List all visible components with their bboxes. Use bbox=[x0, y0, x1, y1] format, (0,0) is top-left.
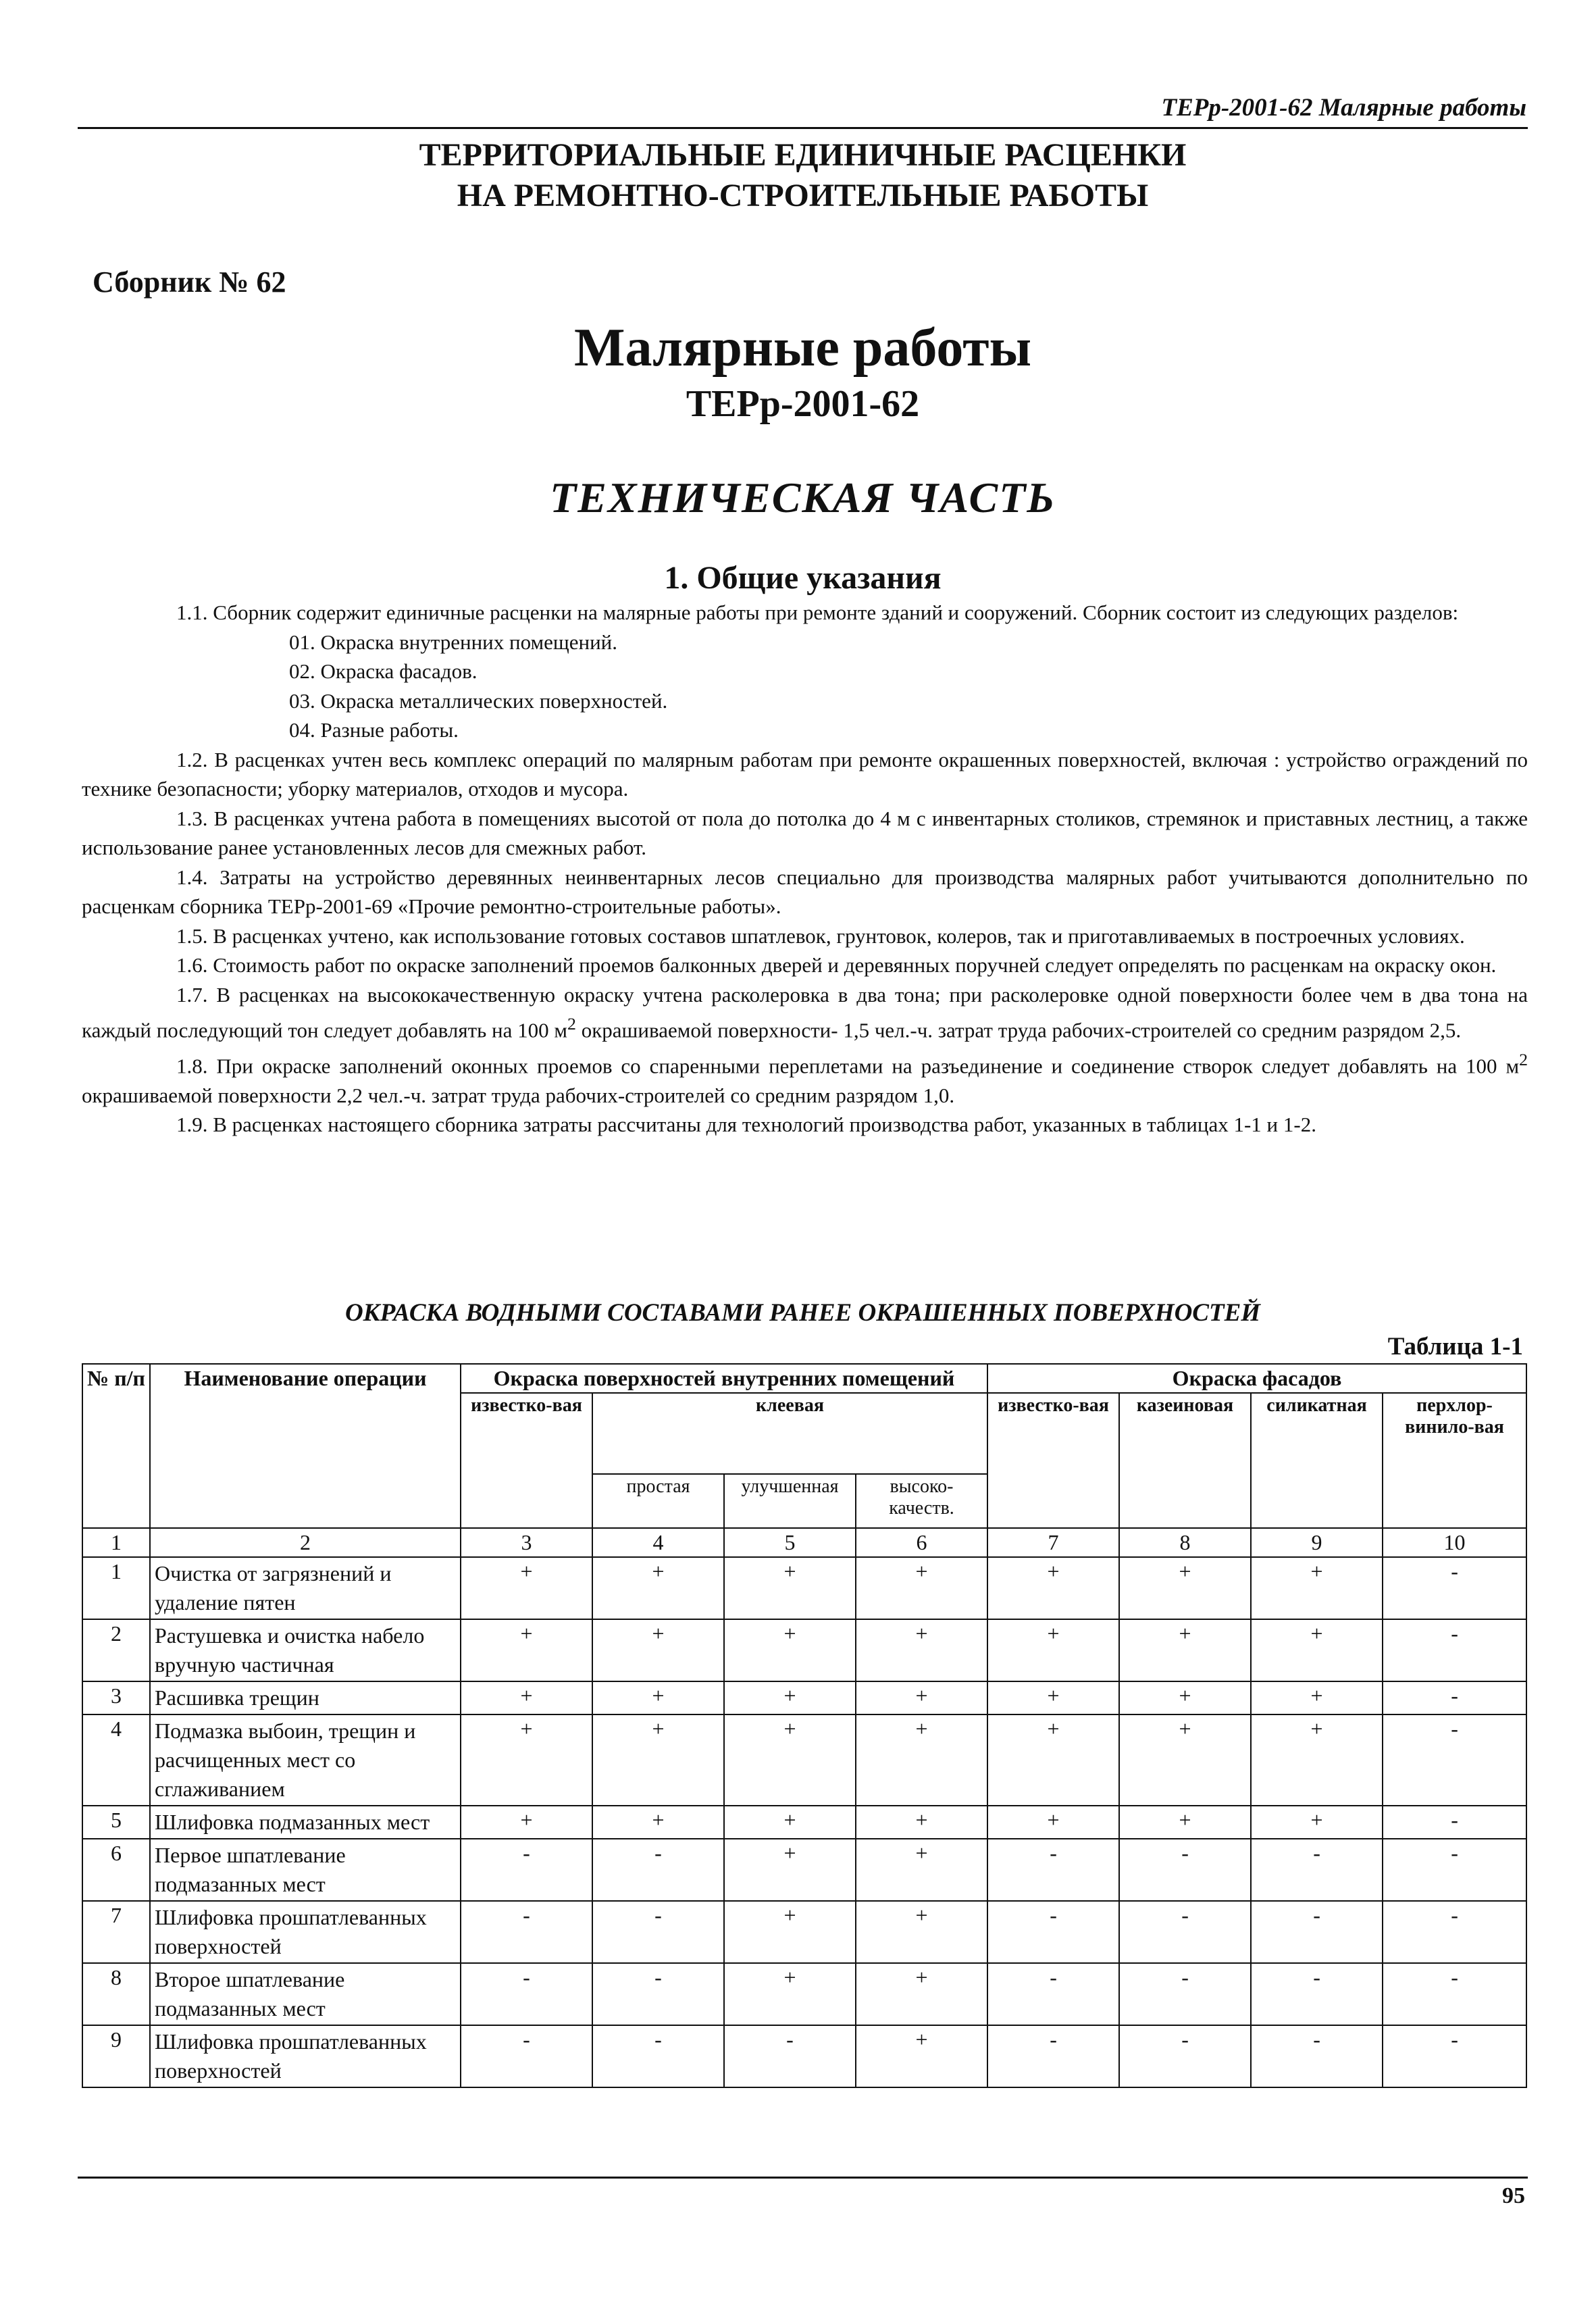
table-row bbox=[82, 2025, 1526, 2087]
applicability-cell: - bbox=[1119, 1901, 1251, 1963]
column-number: 3 bbox=[461, 1528, 592, 1557]
operation-name: Расшивка трещин bbox=[150, 1681, 461, 1714]
row-number: 7 bbox=[82, 1901, 150, 1963]
body-text bbox=[82, 598, 1528, 1140]
column-number: 2 bbox=[150, 1528, 461, 1557]
applicability-cell: + bbox=[724, 1714, 856, 1806]
applicability-cell: - bbox=[1251, 1901, 1383, 1963]
table-row bbox=[82, 1806, 1526, 1839]
row-number: 1 bbox=[82, 1557, 150, 1619]
header-lime-facade: известко-вая bbox=[987, 1393, 1119, 1528]
applicability-cell: + bbox=[461, 1619, 592, 1681]
header-improved: улучшенная bbox=[724, 1474, 856, 1528]
paragraph-1-5: 1.5. В расценках учтено, как использование готовых составов шпатлевок, грунтовок, колеров, так и приготавливаемых в построечных условиях. bbox=[176, 923, 1465, 948]
applicability-cell: + bbox=[592, 1681, 724, 1714]
paragraph-1-8-text: 1.8. При окраске заполнений оконных проемов со спаренными переплетами на разъединение и соединение створок следует добавлять на 100 м bbox=[176, 1054, 1520, 1078]
header-perchlorovinyl: перхлор-винило-вая bbox=[1383, 1393, 1526, 1528]
table-row bbox=[82, 1963, 1526, 2025]
applicability-cell: + bbox=[1251, 1714, 1383, 1806]
table-row bbox=[82, 1714, 1526, 1806]
column-number: 5 bbox=[724, 1528, 856, 1557]
header-rule bbox=[78, 127, 1528, 129]
paragraph-1-3: 1.3. В расценках учтена работа в помещениях высотой от пола до потолка до 4 м с инвентарных столиков, стремянок и приставных лестниц, а также использование ранее установленных лесов для смежных работ. bbox=[82, 806, 1528, 859]
applicability-cell: + bbox=[461, 1806, 592, 1839]
list-item: 02. Окраска фасадов. bbox=[289, 659, 478, 683]
table-row bbox=[82, 1557, 1526, 1619]
applicability-cell: + bbox=[1119, 1806, 1251, 1839]
applicability-cell: + bbox=[724, 1901, 856, 1963]
applicability-cell: + bbox=[1119, 1557, 1251, 1619]
paragraph-1-6: 1.6. Стоимость работ по окраске заполнений проемов балконных дверей и деревянных поручней следует определять по расценкам на окраску окон. bbox=[176, 953, 1497, 977]
applicability-cell: + bbox=[1119, 1619, 1251, 1681]
applicability-cell: + bbox=[461, 1714, 592, 1806]
row-number: 9 bbox=[82, 2025, 150, 2087]
applicability-cell: + bbox=[987, 1714, 1119, 1806]
document-code: ТЕРр-2001-62 bbox=[686, 383, 920, 425]
table-body bbox=[82, 1557, 1526, 2087]
paragraph-1-4: 1.4. Затраты на устройство деревянных неинвентарных лесов специально для производства малярных работ учитываются дополнительно по расценкам сборника ТЕРр-2001-69 «Прочие ремонтно-строительные работы». bbox=[82, 865, 1528, 918]
table-row bbox=[82, 1839, 1526, 1901]
applicability-cell: - bbox=[592, 1839, 724, 1901]
superscript: 2 bbox=[1519, 1049, 1528, 1069]
table-number: Таблица 1-1 bbox=[1387, 1333, 1523, 1361]
applicability-cell: + bbox=[724, 1619, 856, 1681]
applicability-cell: - bbox=[461, 1963, 592, 2025]
applicability-cell: - bbox=[1383, 1963, 1526, 2025]
applicability-cell: + bbox=[856, 1806, 987, 1839]
column-number: 10 bbox=[1383, 1528, 1526, 1557]
row-number: 3 bbox=[82, 1681, 150, 1714]
column-number: 4 bbox=[592, 1528, 724, 1557]
page-title: Малярные работы bbox=[573, 318, 1032, 378]
applicability-cell: + bbox=[987, 1619, 1119, 1681]
applicability-cell: + bbox=[1251, 1619, 1383, 1681]
agency-title-line-2: НА РЕМОНТНО-СТРОИТЕЛЬНЫЕ РАБОТЫ bbox=[457, 178, 1149, 213]
column-number-row bbox=[82, 1528, 1526, 1557]
column-number: 7 bbox=[987, 1528, 1119, 1557]
agency-title-line-1: ТЕРРИТОРИАЛЬНЫЕ ЕДИНИЧНЫЕ РАСЦЕНКИ bbox=[419, 137, 1187, 173]
applicability-cell: + bbox=[724, 1557, 856, 1619]
applicability-cell: - bbox=[461, 2025, 592, 2087]
applicability-cell: - bbox=[461, 1839, 592, 1901]
row-number: 4 bbox=[82, 1714, 150, 1806]
applicability-cell: + bbox=[724, 1963, 856, 2025]
paragraph-1-1: 1.1. Сборник содержит единичные расценки на малярные работы при ремонте зданий и сооружений. Сборник состоит из следующих разделов: bbox=[176, 601, 1459, 624]
applicability-cell: - bbox=[1251, 2025, 1383, 2087]
applicability-cell: - bbox=[1383, 2025, 1526, 2087]
applicability-cell: + bbox=[987, 1806, 1119, 1839]
applicability-cell: - bbox=[592, 2025, 724, 2087]
applicability-cell: + bbox=[461, 1557, 592, 1619]
superscript: 2 bbox=[567, 1014, 576, 1034]
applicability-cell: + bbox=[856, 1619, 987, 1681]
table-caption: ОКРАСКА ВОДНЫМИ СОСТАВАМИ РАНЕЕ ОКРАШЕННЫХ ПОВЕРХНОСТЕЙ bbox=[344, 1299, 1261, 1327]
row-number: 6 bbox=[82, 1839, 150, 1901]
applicability-cell: - bbox=[987, 1963, 1119, 2025]
applicability-cell: - bbox=[592, 1963, 724, 2025]
list-item: 01. Окраска внутренних помещений. bbox=[289, 630, 618, 654]
applicability-cell: + bbox=[592, 1806, 724, 1839]
applicability-cell: + bbox=[724, 1806, 856, 1839]
paragraph-1-7 bbox=[82, 980, 1528, 1045]
paragraph-1-7-text: 1.7. В расценках на высококачественную окраску учтена расколеровка в два тона; при расколеровке одной поверхности более чем в два тона на каждый последующий тон следует добавлять на 100 м bbox=[82, 982, 1528, 1042]
applicability-cell: + bbox=[856, 1963, 987, 2025]
applicability-cell: + bbox=[1119, 1714, 1251, 1806]
applicability-cell: + bbox=[1251, 1557, 1383, 1619]
column-number: 6 bbox=[856, 1528, 987, 1557]
applicability-cell: + bbox=[856, 1839, 987, 1901]
operations-table bbox=[82, 1363, 1527, 2088]
table-row bbox=[82, 1681, 1526, 1714]
header-silicate: силикатная bbox=[1251, 1393, 1383, 1528]
applicability-cell: - bbox=[1119, 1963, 1251, 2025]
header-interior-group: Окраска поверхностей внутренних помещений bbox=[461, 1364, 987, 1393]
applicability-cell: - bbox=[1383, 1839, 1526, 1901]
operation-name: Растушевка и очистка набело вручную частичная bbox=[150, 1619, 461, 1681]
list-item: 04. Разные работы. bbox=[289, 718, 459, 742]
applicability-cell: - bbox=[1383, 1901, 1526, 1963]
operation-name: Первое шпатлевание подмазанных мест bbox=[150, 1839, 461, 1901]
applicability-cell: - bbox=[987, 1901, 1119, 1963]
applicability-cell: + bbox=[856, 1901, 987, 1963]
row-number: 8 bbox=[82, 1963, 150, 2025]
applicability-cell: - bbox=[1383, 1806, 1526, 1839]
paragraph-1-2: 1.2. В расценках учтен весь комплекс операций по малярным работам при ремонте окрашенных поверхностей, включая : устройство ограждений по технике безопасности; уборку материалов, отходов и мусора. bbox=[82, 747, 1528, 800]
header-lime-interior: известко-вая bbox=[461, 1393, 592, 1528]
tech-part-title: ТЕХНИЧЕСКАЯ ЧАСТЬ bbox=[550, 474, 1056, 522]
operation-name: Шлифовка прошпатлеванных поверхностей bbox=[150, 1901, 461, 1963]
header-simple: простая bbox=[592, 1474, 724, 1528]
header-num: № п/п bbox=[82, 1364, 150, 1528]
applicability-cell: + bbox=[1119, 1681, 1251, 1714]
applicability-cell: + bbox=[856, 2025, 987, 2087]
applicability-cell: - bbox=[1119, 2025, 1251, 2087]
applicability-cell: + bbox=[1251, 1681, 1383, 1714]
applicability-cell: + bbox=[592, 1619, 724, 1681]
operation-name: Подмазка выбоин, трещин и расчищенных мест со сглаживанием bbox=[150, 1714, 461, 1806]
operation-name: Шлифовка прошпатлеванных поверхностей bbox=[150, 2025, 461, 2087]
paragraph-1-8-text-cont: окрашиваемой поверхности 2,2 чел.-ч. затрат труда рабочих-строителей со средним разрядом 1,0. bbox=[82, 1083, 955, 1107]
header-operation: Наименование операции bbox=[150, 1364, 461, 1528]
paragraph-1-8 bbox=[82, 1045, 1528, 1110]
applicability-cell: - bbox=[1383, 1714, 1526, 1806]
applicability-cell: - bbox=[1251, 1839, 1383, 1901]
applicability-cell: - bbox=[1383, 1557, 1526, 1619]
page-number: 95 bbox=[1502, 2183, 1525, 2208]
applicability-cell: - bbox=[1383, 1681, 1526, 1714]
column-number: 1 bbox=[82, 1528, 150, 1557]
agency-title bbox=[78, 135, 1528, 216]
column-number: 8 bbox=[1119, 1528, 1251, 1557]
applicability-cell: + bbox=[856, 1714, 987, 1806]
column-number: 9 bbox=[1251, 1528, 1383, 1557]
header-casein: казеиновая bbox=[1119, 1393, 1251, 1528]
applicability-cell: - bbox=[461, 1901, 592, 1963]
header-glue: клеевая bbox=[592, 1393, 987, 1474]
applicability-cell: + bbox=[856, 1681, 987, 1714]
applicability-cell: + bbox=[1251, 1806, 1383, 1839]
applicability-cell: - bbox=[987, 2025, 1119, 2087]
applicability-cell: - bbox=[724, 2025, 856, 2087]
footer-rule bbox=[78, 2177, 1528, 2179]
applicability-cell: - bbox=[592, 1901, 724, 1963]
applicability-cell: + bbox=[987, 1681, 1119, 1714]
running-header: ТЕРр-2001-62 Малярные работы bbox=[1161, 94, 1526, 122]
header-high-quality: высоко-качеств. bbox=[856, 1474, 987, 1528]
applicability-cell: + bbox=[724, 1681, 856, 1714]
header-facade-group: Окраска фасадов bbox=[987, 1364, 1526, 1393]
paragraph-1-9: 1.9. В расценках настоящего сборника затраты рассчитаны для технологий производства работ, указанных в таблицах 1-1 и 1-2. bbox=[176, 1113, 1316, 1137]
collection-label: Сборник № 62 bbox=[93, 265, 286, 299]
applicability-cell: + bbox=[724, 1839, 856, 1901]
table-row bbox=[82, 1619, 1526, 1681]
applicability-cell: - bbox=[987, 1839, 1119, 1901]
applicability-cell: + bbox=[856, 1557, 987, 1619]
row-number: 5 bbox=[82, 1806, 150, 1839]
section-heading: 1. Общие указания bbox=[664, 560, 942, 596]
table-row bbox=[82, 1901, 1526, 1963]
applicability-cell: + bbox=[592, 1714, 724, 1806]
row-number: 2 bbox=[82, 1619, 150, 1681]
list-item: 03. Окраска металлических поверхностей. bbox=[289, 688, 668, 713]
applicability-cell: - bbox=[1251, 1963, 1383, 2025]
operation-name: Второе шпатлевание подмазанных мест bbox=[150, 1963, 461, 2025]
applicability-cell: + bbox=[461, 1681, 592, 1714]
operation-name: Очистка от загрязнений и удаление пятен bbox=[150, 1557, 461, 1619]
applicability-cell: - bbox=[1383, 1619, 1526, 1681]
operation-name: Шлифовка подмазанных мест bbox=[150, 1806, 461, 1839]
applicability-cell: - bbox=[1119, 1839, 1251, 1901]
applicability-cell: + bbox=[987, 1557, 1119, 1619]
paragraph-1-7-text-cont: окрашиваемой поверхности- 1,5 чел.-ч. затрат труда рабочих-строителей со средним разрядом 2,5. bbox=[575, 1018, 1462, 1042]
applicability-cell: + bbox=[592, 1557, 724, 1619]
